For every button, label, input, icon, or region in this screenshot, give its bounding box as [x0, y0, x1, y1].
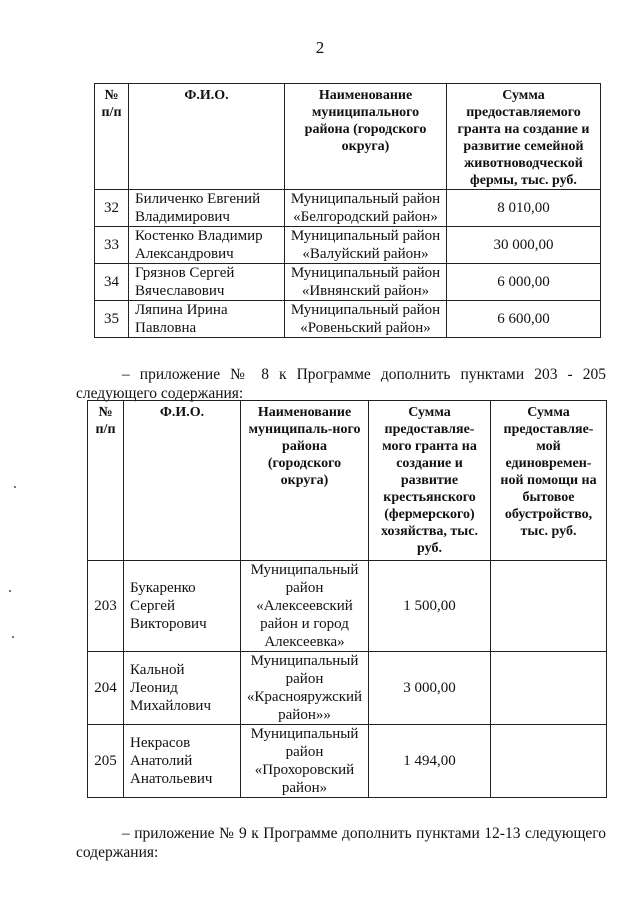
- header-num: № п/п: [88, 401, 124, 561]
- grant-table-livestock: [94, 83, 601, 338]
- cell-fio: Букаренко Сергей Викторович: [124, 561, 241, 652]
- cell-district: Муниципальный район «Краснояружский район»»: [241, 652, 369, 725]
- cell-fio: Ляпина Ирина Павловна: [129, 301, 285, 338]
- cell-num: 203: [88, 561, 124, 652]
- cell-num: 32: [95, 190, 129, 227]
- cell-aid: [491, 561, 607, 652]
- cell-num: 33: [95, 227, 129, 264]
- cell-num: 205: [88, 725, 124, 798]
- table-header-row: [88, 401, 607, 561]
- cell-district: Муниципальный район «Валуйский район»: [285, 227, 447, 264]
- table-row: [95, 301, 601, 338]
- cell-num: 204: [88, 652, 124, 725]
- cell-fio: Грязнов Сергей Вячеславович: [129, 264, 285, 301]
- cell-amount: 8 010,00: [447, 190, 601, 227]
- cell-district: Муниципальный район «Ровеньский район»: [285, 301, 447, 338]
- header-fio: Ф.И.О.: [124, 401, 241, 561]
- cell-fio: Некрасов Анатолий Анатольевич: [124, 725, 241, 798]
- table-row: [95, 190, 601, 227]
- cell-district: Муниципальный район «Прохоровский район»: [241, 725, 369, 798]
- header-district: Наименование муниципального района (городского округа): [285, 84, 447, 190]
- cell-fio: Костенко Владимир Александрович: [129, 227, 285, 264]
- cell-grant: 3 000,00: [369, 652, 491, 725]
- cell-aid: [491, 725, 607, 798]
- table-row: [95, 227, 601, 264]
- table-row: [88, 561, 607, 652]
- header-amount: Сумма предоставляемого гранта на создание и развитие семейной животноводческой фермы, тыс. руб.: [447, 84, 601, 190]
- cell-grant: 1 494,00: [369, 725, 491, 798]
- table-row: [88, 652, 607, 725]
- cell-district: Муниципальный район «Ивнянский район»: [285, 264, 447, 301]
- cell-amount: 6 000,00: [447, 264, 601, 301]
- cell-aid: [491, 652, 607, 725]
- scan-speck: [14, 486, 16, 488]
- amendment-paragraph-8: – приложение № 8 к Программе дополнить пунктами 203 - 205 следующего содержания:: [76, 365, 606, 402]
- scan-speck: [9, 590, 11, 592]
- cell-district: Муниципальный район «Белгородский район»: [285, 190, 447, 227]
- table-row: [95, 264, 601, 301]
- scan-speck: [12, 636, 14, 638]
- amendment-paragraph-9: – приложение № 9 к Программе дополнить пунктами 12-13 следующего содержания:: [76, 824, 606, 861]
- cell-fio: Кальной Леонид Михайлович: [124, 652, 241, 725]
- cell-district: Муниципальный район «Алексеевский район и город Алексеевка»: [241, 561, 369, 652]
- header-district: Наименование муниципаль-ного района (городского округа): [241, 401, 369, 561]
- page-number: 2: [315, 38, 325, 57]
- header-aid: Сумма предоставляе-мой единовремен-ной помощи на бытовое обустройство, тыс. руб.: [491, 401, 607, 561]
- cell-grant: 1 500,00: [369, 561, 491, 652]
- header-fio: Ф.И.О.: [129, 84, 285, 190]
- cell-fio: Биличенко Евгений Владимирович: [129, 190, 285, 227]
- grant-table-farm: [87, 400, 607, 798]
- table-row: [88, 725, 607, 798]
- header-grant: Сумма предоставляе-мого гранта на создание и развитие крестьянского (фермерского) хозяйства, тыс. руб.: [369, 401, 491, 561]
- cell-num: 35: [95, 301, 129, 338]
- cell-num: 34: [95, 264, 129, 301]
- cell-amount: 6 600,00: [447, 301, 601, 338]
- table-header-row: [95, 84, 601, 190]
- header-num: № п/п: [95, 84, 129, 190]
- cell-amount: 30 000,00: [447, 227, 601, 264]
